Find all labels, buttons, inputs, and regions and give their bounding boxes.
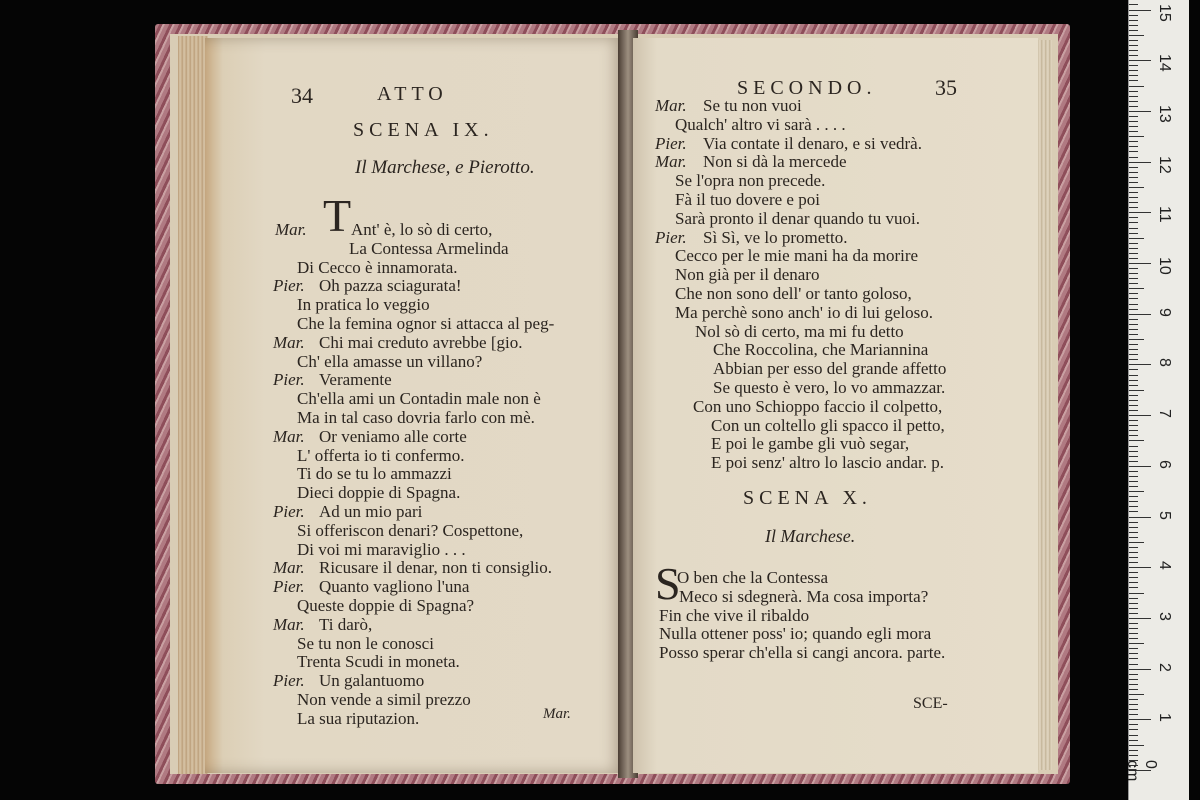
measurement-ruler xyxy=(1124,0,1189,800)
ruler-number: 6 xyxy=(1156,459,1173,469)
left-drop-cap: T xyxy=(323,190,352,241)
ruler-tick xyxy=(1129,263,1151,264)
right-verse-line: E poi senz' altro lo lascio andar. p. xyxy=(711,453,944,473)
ruler-number: 14 xyxy=(1156,54,1173,72)
left-verse-line: Un galantuomo xyxy=(319,671,425,691)
left-running-head: ATTO xyxy=(377,83,448,105)
right-verse-line: Fà il tuo dovere e poi xyxy=(675,190,820,209)
left-speaker-label: Mar. xyxy=(273,614,305,634)
ruler-tick xyxy=(1129,197,1138,198)
ruler-tick xyxy=(1129,729,1138,730)
right-page-number: 35 xyxy=(935,75,957,100)
left-speaker-label: Pier. xyxy=(273,671,305,691)
ruler-tick xyxy=(1129,172,1138,173)
left-verse-line: Or veniamo alle corte xyxy=(319,426,467,446)
ruler-tick xyxy=(1129,653,1138,654)
ruler-tick xyxy=(1129,20,1138,21)
ruler-tick xyxy=(1129,202,1138,203)
ruler-tick xyxy=(1129,517,1151,518)
ruler-tick xyxy=(1129,476,1138,477)
ruler-tick xyxy=(1129,425,1138,426)
ruler-tick xyxy=(1129,4,1138,5)
ruler-tick xyxy=(1129,587,1138,588)
ruler-tick xyxy=(1129,694,1144,695)
ruler-tick xyxy=(1129,283,1138,284)
left-verse-line: Ch'ella ami un Contadin male non è xyxy=(297,389,541,409)
right-running-head: SECONDO. xyxy=(737,77,877,99)
left-verse-line: Ti do se tu lo ammazzi xyxy=(297,464,452,484)
ruler-tick xyxy=(1129,187,1144,188)
left-verse-line: Trenta Scudi in moneta. xyxy=(297,652,460,672)
ruler-tick xyxy=(1129,572,1138,573)
ruler-tick xyxy=(1129,451,1138,452)
ruler-tick xyxy=(1129,116,1138,117)
ruler-tick xyxy=(1129,466,1151,467)
ruler-tick xyxy=(1129,603,1138,604)
right-speaker-label: Pier. xyxy=(655,133,687,153)
ruler-tick xyxy=(1129,162,1151,163)
ruler-tick xyxy=(1129,390,1144,391)
left-verse-line: Dieci doppie di Spagna. xyxy=(297,483,461,503)
ruler-tick xyxy=(1129,375,1138,376)
ruler-tick xyxy=(1129,491,1144,492)
ruler-tick xyxy=(1129,151,1138,152)
ruler-tick xyxy=(1129,527,1138,528)
ruler-tick xyxy=(1129,481,1138,482)
left-verse-line: Ch' ella amasse un villano? xyxy=(297,351,483,371)
right-page-edges xyxy=(1038,40,1052,770)
ruler-tick xyxy=(1129,557,1138,558)
right-closing-line: O ben che la Contessa xyxy=(677,568,829,587)
ruler-tick xyxy=(1129,354,1138,355)
ruler-tick xyxy=(1129,542,1144,543)
ruler-number: 4 xyxy=(1156,561,1173,571)
right-speaker-label: Mar. xyxy=(655,96,687,115)
left-verse-line: La sua riputazion. xyxy=(297,708,420,728)
ruler-tick xyxy=(1129,80,1138,81)
ruler-tick xyxy=(1129,222,1138,223)
right-speaker-label: Mar. xyxy=(655,152,687,172)
ruler-tick xyxy=(1129,415,1151,416)
ruler-tick xyxy=(1129,506,1138,507)
right-verse-line: E poi le gambe gli vuò segar, xyxy=(711,434,910,454)
ruler-tick xyxy=(1129,35,1144,36)
ruler-tick xyxy=(1129,471,1138,472)
ruler-tick xyxy=(1129,55,1138,56)
ruler-tick xyxy=(1129,613,1138,614)
ruler-tick xyxy=(1129,344,1138,345)
ruler-tick xyxy=(1129,70,1138,71)
ruler-tick xyxy=(1129,623,1138,624)
left-page xyxy=(205,38,623,773)
ruler-tick xyxy=(1129,40,1138,41)
right-verse-line: Nol sò di certo, ma mi fu detto xyxy=(695,321,904,341)
ruler-number: 2 xyxy=(1156,662,1173,672)
ruler-tick xyxy=(1129,30,1138,31)
ruler-tick xyxy=(1129,537,1138,538)
ruler-tick xyxy=(1129,314,1151,315)
ruler-tick xyxy=(1129,410,1138,411)
ruler-tick xyxy=(1129,75,1138,76)
ruler-tick xyxy=(1129,461,1138,462)
left-speaker-label: Pier. xyxy=(273,370,305,390)
ruler-tick xyxy=(1129,278,1138,279)
ruler-tick xyxy=(1129,268,1138,269)
ruler-tick xyxy=(1129,111,1151,112)
ruler-tick xyxy=(1129,719,1151,720)
ruler-tick xyxy=(1129,648,1138,649)
right-verse-line: Che Roccolina, che Mariannina xyxy=(713,340,929,360)
ruler-number: 8 xyxy=(1156,358,1173,368)
ruler-tick xyxy=(1129,167,1138,168)
right-verse-line: Non si dà la mercede xyxy=(703,152,847,172)
ruler-tick xyxy=(1129,618,1151,619)
ruler-tick xyxy=(1129,522,1138,523)
ruler-tick xyxy=(1129,593,1144,594)
left-page-number: 34 xyxy=(291,83,313,108)
ruler-tick xyxy=(1129,106,1138,107)
ruler-tick xyxy=(1129,86,1144,87)
ruler-tick xyxy=(1129,293,1138,294)
ruler-tick xyxy=(1129,435,1138,436)
ruler-tick xyxy=(1129,704,1138,705)
ruler-tick xyxy=(1129,101,1138,102)
ruler-tick xyxy=(1129,608,1138,609)
right-verse-line: Se tu non vuoi xyxy=(703,96,802,115)
left-verse-line: Ad un mio pari xyxy=(319,502,423,521)
left-verse-line: Ant' è, lo sò di certo, xyxy=(351,220,493,239)
right-verse-line: Cecco per le mie mani ha da morire xyxy=(675,246,919,266)
left-verse-line: In pratica lo veggio xyxy=(297,295,430,315)
ruler-tick xyxy=(1129,669,1151,670)
left-verse-line: Oh pazza sciagurata! xyxy=(319,276,462,296)
ruler-tick xyxy=(1129,192,1138,193)
ruler-tick xyxy=(1129,679,1138,680)
ruler-tick xyxy=(1129,745,1144,746)
left-verse-line: Ma in tal caso dovria farlo con mè. xyxy=(297,408,535,427)
left-speaker-label: Pier. xyxy=(273,577,305,597)
ruler-tick xyxy=(1129,248,1138,249)
left-verse-line: Non vende a simil prezzo xyxy=(297,690,471,709)
left-verse-line: Ti darò, xyxy=(319,614,373,634)
left-verse-line: Si offeriscon denari? Cospettone, xyxy=(297,520,524,540)
right-closing-line: Posso sperar ch'ella si cangi ancora. parte. xyxy=(659,643,946,663)
ruler-tick xyxy=(1129,755,1138,756)
ruler-tick xyxy=(1129,552,1138,553)
ruler-tick xyxy=(1129,740,1138,741)
ruler-tick xyxy=(1129,501,1138,502)
left-verse-line: Se tu non le conosci xyxy=(297,633,434,653)
left-verse-line: L' offerta io ti confermo. xyxy=(297,445,465,465)
ruler-tick xyxy=(1129,369,1138,370)
right-page xyxy=(633,38,1038,773)
ruler-tick xyxy=(1129,334,1138,335)
right-closing-line: Nulla ottener poss' io; quando egli mora xyxy=(659,624,932,644)
ruler-tick xyxy=(1129,567,1151,568)
ruler-tick xyxy=(1129,146,1138,147)
left-verse-line: Ricusare il denar, non ti consiglio. xyxy=(319,558,553,578)
right-characters: Il Marchese. xyxy=(765,526,856,546)
ruler-tick xyxy=(1129,709,1138,710)
ruler-tick xyxy=(1129,405,1138,406)
ruler-tick xyxy=(1129,440,1144,441)
ruler-number: 12 xyxy=(1156,155,1173,174)
ruler-tick xyxy=(1129,395,1138,396)
ruler-number: 13 xyxy=(1156,104,1173,123)
left-catchword: Mar. xyxy=(543,706,571,722)
right-verse-line: Con un coltello gli spacco il petto, xyxy=(711,415,945,435)
ruler-tick xyxy=(1129,298,1138,299)
ruler-tick xyxy=(1129,658,1138,659)
ruler-tick xyxy=(1129,714,1138,715)
ruler-number: 5 xyxy=(1156,510,1173,520)
left-page-edges xyxy=(178,36,208,774)
left-verse-line: La Contessa Armelinda xyxy=(349,238,509,258)
ruler-tick xyxy=(1129,380,1138,381)
ruler-tick xyxy=(1129,532,1138,533)
right-speaker-label: Pier. xyxy=(655,227,687,247)
ruler-tick xyxy=(1129,582,1138,583)
right-closing-line: Fin che vive il ribaldo xyxy=(659,605,810,625)
ruler-tick xyxy=(1129,684,1138,685)
ruler-tick xyxy=(1129,60,1151,61)
ruler-tick xyxy=(1129,212,1151,213)
ruler-tick xyxy=(1129,430,1138,431)
ruler-tick xyxy=(1129,141,1138,142)
ruler-tick xyxy=(1129,349,1138,350)
ruler-number: 9 xyxy=(1156,307,1173,317)
ruler-tick xyxy=(1129,15,1138,16)
right-drop-cap: S xyxy=(655,558,681,609)
left-speaker-label: Mar. xyxy=(275,220,307,239)
ruler-tick xyxy=(1129,65,1138,66)
left-speaker-label: Pier. xyxy=(273,502,305,521)
ruler-tick xyxy=(1129,177,1138,178)
ruler-tick xyxy=(1129,735,1138,736)
ruler-number: 1 xyxy=(1156,713,1173,723)
right-verse-line: Qualch' altro vi sarà . . . . xyxy=(675,114,846,134)
ruler-tick xyxy=(1129,329,1138,330)
ruler-tick xyxy=(1129,628,1138,629)
left-speaker-label: Mar. xyxy=(273,558,305,578)
ruler-number: 15 xyxy=(1156,3,1173,22)
ruler-tick xyxy=(1129,91,1138,92)
ruler-tick xyxy=(1129,50,1138,51)
ruler-tick xyxy=(1129,486,1138,487)
ruler-tick xyxy=(1129,157,1138,158)
ruler-tick xyxy=(1129,385,1138,386)
right-verse-line: Via contate il denaro, e si vedrà. xyxy=(703,133,922,153)
left-scene-title: SCENA IX. xyxy=(353,119,494,141)
left-speaker-label: Mar. xyxy=(273,426,305,446)
ruler-tick xyxy=(1129,25,1138,26)
left-verse-line: Quanto vagliono l'una xyxy=(319,577,470,597)
ruler-tick xyxy=(1129,496,1138,497)
left-verse-line: Veramente xyxy=(319,370,392,390)
ruler-tick xyxy=(1129,359,1138,360)
right-closing-line: Meco si sdegnerà. Ma cosa importa? xyxy=(679,586,929,606)
ruler-number: 11 xyxy=(1156,206,1173,223)
ruler-tick xyxy=(1129,446,1138,447)
ruler-number: 3 xyxy=(1156,611,1173,621)
left-verse-line: Che la femina ognor si attacca al peg- xyxy=(297,314,555,333)
right-verse-line: Sì Sì, ve lo prometto. xyxy=(703,227,848,247)
ruler-number: 7 xyxy=(1156,409,1173,418)
ruler-tick xyxy=(1129,664,1138,665)
ruler-tick xyxy=(1129,309,1138,310)
ruler-tick xyxy=(1129,319,1138,320)
ruler-tick xyxy=(1129,96,1138,97)
left-speaker-label: Pier. xyxy=(273,276,305,296)
ruler-tick xyxy=(1129,364,1151,365)
left-verse-line: Di voi mi maraviglio . . . xyxy=(297,539,466,559)
ruler-unit-label: 0 cm xyxy=(1124,760,1159,782)
right-verse-line: Abbian per esso del grande affetto xyxy=(713,359,947,379)
ruler-tick xyxy=(1129,304,1138,305)
ruler-tick xyxy=(1129,598,1138,599)
right-catchword: SCE- xyxy=(913,695,948,712)
ruler-tick xyxy=(1129,643,1144,644)
right-verse-line: Sarà pronto il denar quando tu vuoi. xyxy=(675,208,921,228)
ruler-tick xyxy=(1129,420,1138,421)
ruler-tick xyxy=(1129,228,1138,229)
ruler-tick xyxy=(1129,400,1138,401)
ruler-tick xyxy=(1129,45,1138,46)
ruler-tick xyxy=(1129,511,1138,512)
ruler-tick xyxy=(1129,131,1138,132)
left-speaker-label: Mar. xyxy=(273,332,305,352)
right-verse-line: Che non sono dell' or tanto goloso, xyxy=(675,284,912,303)
ruler-tick xyxy=(1129,258,1138,259)
ruler-tick xyxy=(1129,689,1138,690)
ruler-tick xyxy=(1129,724,1138,725)
ruler-tick xyxy=(1129,562,1138,563)
ruler-tick xyxy=(1129,182,1138,183)
right-verse-line: Con uno Schioppo faccio il colpetto, xyxy=(693,396,943,416)
ruler-tick xyxy=(1129,547,1138,548)
ruler-tick xyxy=(1129,339,1144,340)
right-verse-line: Se l'opra non precede. xyxy=(675,171,826,191)
right-scene-title: SCENA X. xyxy=(743,487,872,509)
ruler-tick xyxy=(1129,638,1138,639)
right-verse-line: Non già per il denaro xyxy=(675,265,820,285)
ruler-tick xyxy=(1129,233,1138,234)
ruler-tick xyxy=(1129,577,1138,578)
ruler-tick xyxy=(1129,273,1138,274)
ruler-tick xyxy=(1129,633,1138,634)
left-verse-line: Di Cecco è innamorata. xyxy=(297,257,458,277)
left-verse-line: Chi mai creduto avrebbe [gio. xyxy=(319,332,523,352)
ruler-tick xyxy=(1129,243,1138,244)
right-verse-line: Ma perchè sono anch' io di lui geloso. xyxy=(675,302,934,322)
ruler-tick xyxy=(1129,10,1151,11)
left-characters: Il Marchese, e Pierotto. xyxy=(355,157,535,178)
left-verse-line: Queste doppie di Spagna? xyxy=(297,596,475,615)
ruler-tick xyxy=(1129,121,1138,122)
ruler-tick xyxy=(1129,750,1138,751)
ruler-tick xyxy=(1129,674,1138,675)
ruler-tick xyxy=(1129,126,1138,127)
ruler-tick xyxy=(1129,136,1144,137)
ruler-tick xyxy=(1129,324,1138,325)
ruler-tick xyxy=(1129,238,1144,239)
ruler-number: 10 xyxy=(1156,257,1173,275)
ruler-tick xyxy=(1129,207,1138,208)
right-verse-line: Se questo è vero, lo vo ammazzar. xyxy=(713,378,946,397)
ruler-tick xyxy=(1129,456,1138,457)
ruler-tick xyxy=(1129,217,1138,218)
ruler-tick xyxy=(1129,253,1138,254)
ruler-tick xyxy=(1129,288,1144,289)
ruler-tick xyxy=(1129,699,1138,700)
